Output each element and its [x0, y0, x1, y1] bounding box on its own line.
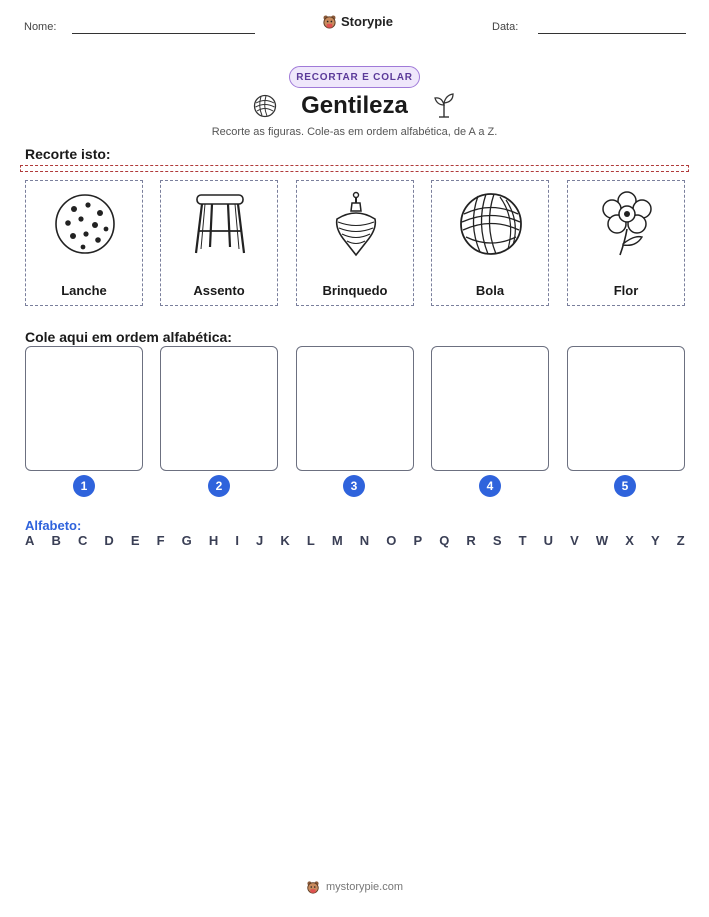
alphabet-letter: H	[208, 533, 219, 548]
alphabet-letter: M	[331, 533, 343, 548]
alphabet-letter: B	[51, 533, 61, 548]
footer	[0, 880, 709, 894]
page-title: Gentileza	[301, 92, 408, 119]
card-label: Lanche	[61, 283, 107, 298]
slot-number-badge: 2	[208, 475, 230, 497]
alphabet-letter: Z	[676, 533, 685, 548]
card-label: Assento	[193, 283, 245, 298]
paste-slot-4[interactable]	[431, 346, 549, 471]
slot-number-badge: 1	[73, 475, 95, 497]
name-field-line[interactable]	[72, 33, 255, 34]
alphabet-letter: A	[25, 533, 35, 548]
spinning-top-icon	[321, 189, 391, 259]
sprout-icon	[432, 92, 456, 118]
alphabet-letter: Q	[439, 533, 450, 548]
alphabet-letter: T	[518, 533, 527, 548]
card-label: Flor	[613, 283, 639, 298]
card-label: Brinquedo	[322, 283, 388, 298]
alphabet-letter: N	[359, 533, 370, 548]
paste-slot-2[interactable]	[160, 346, 278, 471]
alphabet-letter: V	[570, 533, 579, 548]
cutout-card-brinquedo[interactable]	[296, 180, 414, 306]
slot-number-badge: 5	[614, 475, 636, 497]
cutout-card-flor[interactable]	[567, 180, 685, 306]
stool-icon	[185, 189, 255, 259]
alphabet-letter: E	[130, 533, 140, 548]
alphabet-label: Alfabeto:	[25, 518, 82, 533]
alphabet-letter: K	[280, 533, 290, 548]
paste-section-label: Cole aqui em ordem alfabética:	[25, 329, 232, 345]
alphabet-letter: S	[492, 533, 502, 548]
alphabet-letter: Y	[650, 533, 660, 548]
alphabet-letter: G	[181, 533, 192, 548]
flower-icon	[592, 189, 662, 259]
alphabet-letter: F	[156, 533, 165, 548]
cutout-card-lanche[interactable]	[25, 180, 143, 306]
alphabet-letter: P	[413, 533, 423, 548]
alphabet-letter: I	[235, 533, 239, 548]
paste-slot-3[interactable]	[296, 346, 414, 471]
cut-section-label: Recorte isto:	[25, 146, 111, 162]
paste-slot-1[interactable]	[25, 346, 143, 471]
alphabet-letter: L	[306, 533, 315, 548]
alphabet-letter: X	[625, 533, 634, 548]
alphabet-letter: R	[466, 533, 476, 548]
storypie-mascot-icon	[322, 14, 337, 29]
brand-name: Storypie	[341, 14, 394, 29]
card-label: Bola	[475, 283, 505, 298]
footer-url[interactable]: mystorypie.com	[325, 881, 404, 893]
cut-line	[20, 165, 689, 172]
alphabet-letter: D	[104, 533, 114, 548]
yarn-ball-icon	[456, 189, 526, 259]
name-label: Nome:	[24, 21, 57, 33]
slot-number-badge: 3	[343, 475, 365, 497]
alphabet-letter: U	[543, 533, 554, 548]
storypie-mascot-icon	[306, 880, 320, 894]
instructions: Recorte as figuras. Cole-as em ordem alfabética, de A a Z.	[211, 126, 498, 138]
date-label: Data:	[492, 21, 519, 33]
cookie-icon	[50, 189, 120, 259]
cutout-card-bola[interactable]	[431, 180, 549, 306]
brand-logo	[322, 14, 393, 29]
slot-number-badge: 4	[479, 475, 501, 497]
activity-type-badge: RECORTAR E COLAR	[289, 66, 420, 88]
alphabet-letter: W	[595, 533, 609, 548]
alphabet-letter: O	[386, 533, 397, 548]
date-field-line[interactable]	[538, 33, 686, 34]
paste-slot-5[interactable]	[567, 346, 685, 471]
alphabet-letter: C	[77, 533, 88, 548]
cutout-card-assento[interactable]	[160, 180, 278, 306]
alphabet-row	[25, 533, 685, 548]
alphabet-letter: J	[256, 533, 264, 548]
